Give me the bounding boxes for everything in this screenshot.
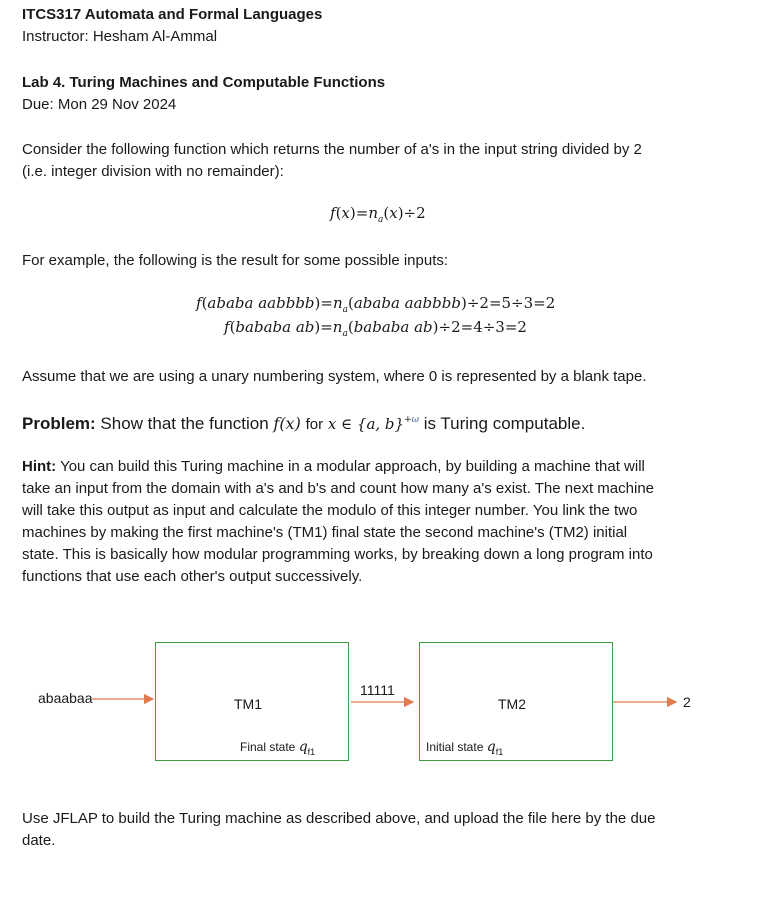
instructor-name: Instructor: Hesham Al-Ammal xyxy=(22,28,218,45)
intro-line-1: Consider the following function which returns the number of a's in the input string divided by 2 xyxy=(22,141,642,158)
problem-text-before: Show that the function xyxy=(100,414,269,433)
middle-string: 11111 xyxy=(360,682,395,698)
problem-omega: ω xyxy=(411,415,419,425)
hint-line-3: will take this output as input and calculate the modulo of this integer number. You link the two xyxy=(22,502,638,519)
hint-label: Hint: xyxy=(22,458,57,475)
problem-sup: + xyxy=(404,415,412,425)
problem-label: Problem: xyxy=(22,414,96,433)
tm2-initial-state xyxy=(426,739,503,757)
due-date: Due: Mon 29 Nov 2024 xyxy=(22,96,177,113)
tm2-label: TM2 xyxy=(498,696,526,712)
example-1: f(ababa $aabbbb)=n_a(ababa$ aabbbb)÷2=5÷3=2 xyxy=(196,294,556,315)
output-value: 2 xyxy=(683,694,691,710)
footer-line-1: Use JFLAP to build the Turing machine as described above, and upload the file here by the due xyxy=(22,810,656,827)
formula-n: n xyxy=(368,204,378,222)
tm1-state-text: Final state xyxy=(240,740,296,754)
formula-x: x xyxy=(341,204,350,222)
hint-paragraph xyxy=(22,456,752,588)
footer-paragraph xyxy=(22,808,752,852)
tm2-box xyxy=(419,642,613,761)
example-1-result: ÷2=5÷3=2 xyxy=(466,294,556,312)
assume-text: Assume that we are using a unary numbering system, where 0 is represented by a blank tape. xyxy=(22,368,647,385)
hint-line-5: state. This is basically how modular programming works, by breaking down a long program into xyxy=(22,546,653,563)
example-1-input: ababa aabbbb xyxy=(207,294,315,312)
problem-fx: f(x) xyxy=(273,414,301,433)
footer-line-2: date. xyxy=(22,832,56,849)
tm2-state-sub: f1 xyxy=(495,747,504,757)
tm1-box xyxy=(155,642,349,761)
tm1-state-q: q xyxy=(298,739,308,755)
tm1-state-sub: f1 xyxy=(307,747,316,757)
problem-set-text: x ∈ {a, b} xyxy=(327,415,405,433)
course-title: ITCS317 Automata and Formal Languages xyxy=(22,6,323,23)
example-2-result: ÷2=4÷3=2 xyxy=(438,318,527,336)
formula-rest: ÷2 xyxy=(403,204,426,222)
problem-for: for xyxy=(305,416,324,433)
diagram-arrows xyxy=(0,630,768,780)
example-2-input-2: bababa ab xyxy=(353,318,433,336)
formula-x-2: x xyxy=(389,204,398,222)
intro-paragraph xyxy=(22,139,752,183)
problem-statement xyxy=(22,409,585,436)
main-formula: $f(x)=n_a(x)\div 2$ xyxy=(330,204,426,225)
problem-set xyxy=(328,415,419,433)
example-2-input: bababa ab xyxy=(235,318,315,336)
example-intro: For example, the following is the result for some possible inputs: xyxy=(22,252,449,269)
input-string: abaabaa xyxy=(38,690,93,706)
tm1-final-state xyxy=(240,739,315,757)
formula-f: f xyxy=(330,204,336,222)
intro-line-2: (i.e. integer division with no remainder): xyxy=(22,163,284,180)
example-2: f(bababa $ab)=n_a(bababa$ ab)÷2=4÷3=2 xyxy=(224,318,527,339)
hint-line-4: machines by making the first machine's (TM1) final state the second machine's (TM2) initial xyxy=(22,524,628,541)
hint-line-6: functions that use each other's output successively. xyxy=(22,568,363,585)
hint-line-1: You can build this Turing machine in a modular approach, by building a machine that will xyxy=(60,458,645,475)
hint-line-2: take an input from the domain with a's and b's and count how many a's exist. The next machine xyxy=(22,480,654,497)
lab-title: Lab 4. Turing Machines and Computable Functions xyxy=(22,74,386,91)
formula-sub-a: a xyxy=(377,215,384,225)
example-1-input-2: ababa aabbbb xyxy=(353,294,461,312)
tm2-state-q: q xyxy=(486,739,496,755)
tm2-state-text: Initial state xyxy=(426,740,484,754)
tm1-label: TM1 xyxy=(234,696,262,712)
problem-text-after: is Turing computable. xyxy=(423,414,586,433)
tm-diagram xyxy=(0,630,768,780)
